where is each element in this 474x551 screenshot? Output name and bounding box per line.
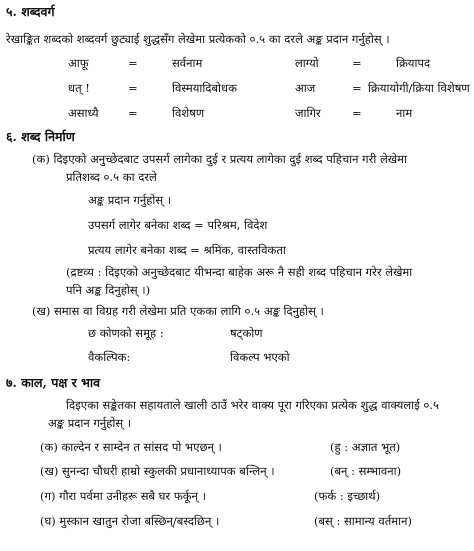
equals: =: [128, 56, 138, 70]
word: आज: [295, 81, 316, 95]
section-7-instruction-line-1: दिइएका सङ्केतका सहायताले खाली ठाउँ भरेर वाक्य पूरा गरिएका प्रत्येक शुद्ध वाक्यलाई ०.५: [66, 398, 440, 412]
samasa-word: षट्कोण: [230, 326, 263, 340]
hint: (बन् : सम्भावना): [330, 464, 402, 478]
word: धत् !: [68, 81, 90, 95]
word: जागिर: [295, 106, 321, 120]
section-7-heading: ७. काल, पक्ष र भाव: [6, 375, 101, 390]
section-7-instruction-line-2: अङ्क प्रदान गर्नुहोस् ।: [48, 416, 132, 430]
note-line-1: (द्रष्टव्य : दिइएको अनुच्छेदबाट यीभन्दा बाहेक अरू नै सही शब्द पहिचान गरेर लेखेमा: [66, 265, 413, 279]
hint: (हु : अज्ञात भूत): [330, 440, 401, 454]
sentence: (ग) गौरा पर्वमा उनीहरू सबै घर फर्कून् ।: [40, 489, 206, 503]
sentence: (ख) सुनन्दा चौधरी हाम्रो स्कुलकी प्रधानाध्यापक बन्लिन् ।: [40, 464, 275, 478]
section-6-heading: ६. शब्द निर्माण: [6, 129, 75, 144]
section-5-heading: ५. शब्दवर्ग: [6, 4, 55, 19]
word-class: क्रियापद: [396, 56, 431, 70]
list-item: [0, 350, 474, 366]
word-class: नाम: [396, 106, 413, 120]
equals: =: [128, 106, 138, 120]
word: लाग्यो: [295, 56, 319, 70]
equals: =: [352, 56, 362, 70]
equals: =: [128, 81, 138, 95]
section-5-instruction: रेखाङ्कित शब्दको शब्दवर्ग छुट्याई शुद्धसँग लेखेमा प्रत्येकको ०.५ का दरले अङ्क प्रदान गर्नुहोस् ।: [6, 32, 390, 46]
list-item: [0, 464, 474, 480]
word-class: विस्मयादिबोधक: [172, 81, 237, 95]
item-ka-line-3: अङ्क प्रदान गर्नुहोस् ।: [88, 193, 172, 207]
list-item: [0, 106, 474, 122]
hint: (फर्क : इच्छार्थ): [314, 489, 381, 503]
sentence: (घ) मुस्कान खातुन रोजा बस्छिन्/बस्दछिन् ।: [40, 514, 220, 528]
list-item: [0, 81, 474, 97]
samasa-word: विकल्प भएको: [230, 350, 290, 364]
samasa-phrase: वैकल्पिक:: [88, 350, 131, 364]
item-kha-line: (ख) समास वा विग्रह गरी लेखेमा प्रति एकका लागि ०.५ अङ्क दिनुहोस् ।: [32, 304, 324, 318]
pratyaya-words: प्रत्यय लागेर बनेका शब्द = श्रमिक, वास्तविकता: [88, 243, 286, 257]
list-item: [0, 440, 474, 456]
hint: (बस् : सामान्य वर्तमान): [314, 514, 413, 528]
item-ka-line-1: (क) दिइएको अनुच्छेदबाट उपसर्ग लागेका दुई र प्रत्यय लागेका दुई शब्द पहिचान गरी लेखेमा: [32, 152, 408, 166]
word: असाध्यै: [68, 106, 99, 120]
list-item: [0, 56, 474, 72]
note-line-2: पनि अङ्क दिनुहोस् ।): [66, 283, 151, 297]
list-item: [0, 489, 474, 505]
upasarga-words: उपसर्ग लागेर बनेका शब्द = परिश्रम, विदेश: [88, 218, 268, 232]
sentence: (क) काल्देन र साम्देन त सांसद पो भएछन् ।: [40, 440, 222, 454]
word-class: क्रियायोगी/क्रिया विशेषण: [368, 81, 470, 95]
list-item: [0, 326, 474, 342]
word-class: विशेषण: [172, 106, 205, 120]
samasa-phrase: छ कोणको समूह :: [88, 326, 164, 340]
equals: =: [352, 106, 362, 120]
equals: =: [352, 81, 362, 95]
list-item: [0, 514, 474, 530]
word-class: सर्वनाम: [172, 56, 203, 70]
word: आफू: [68, 56, 89, 70]
item-ka-line-2: प्रतिशब्द ०.५ का दरले: [66, 170, 157, 184]
